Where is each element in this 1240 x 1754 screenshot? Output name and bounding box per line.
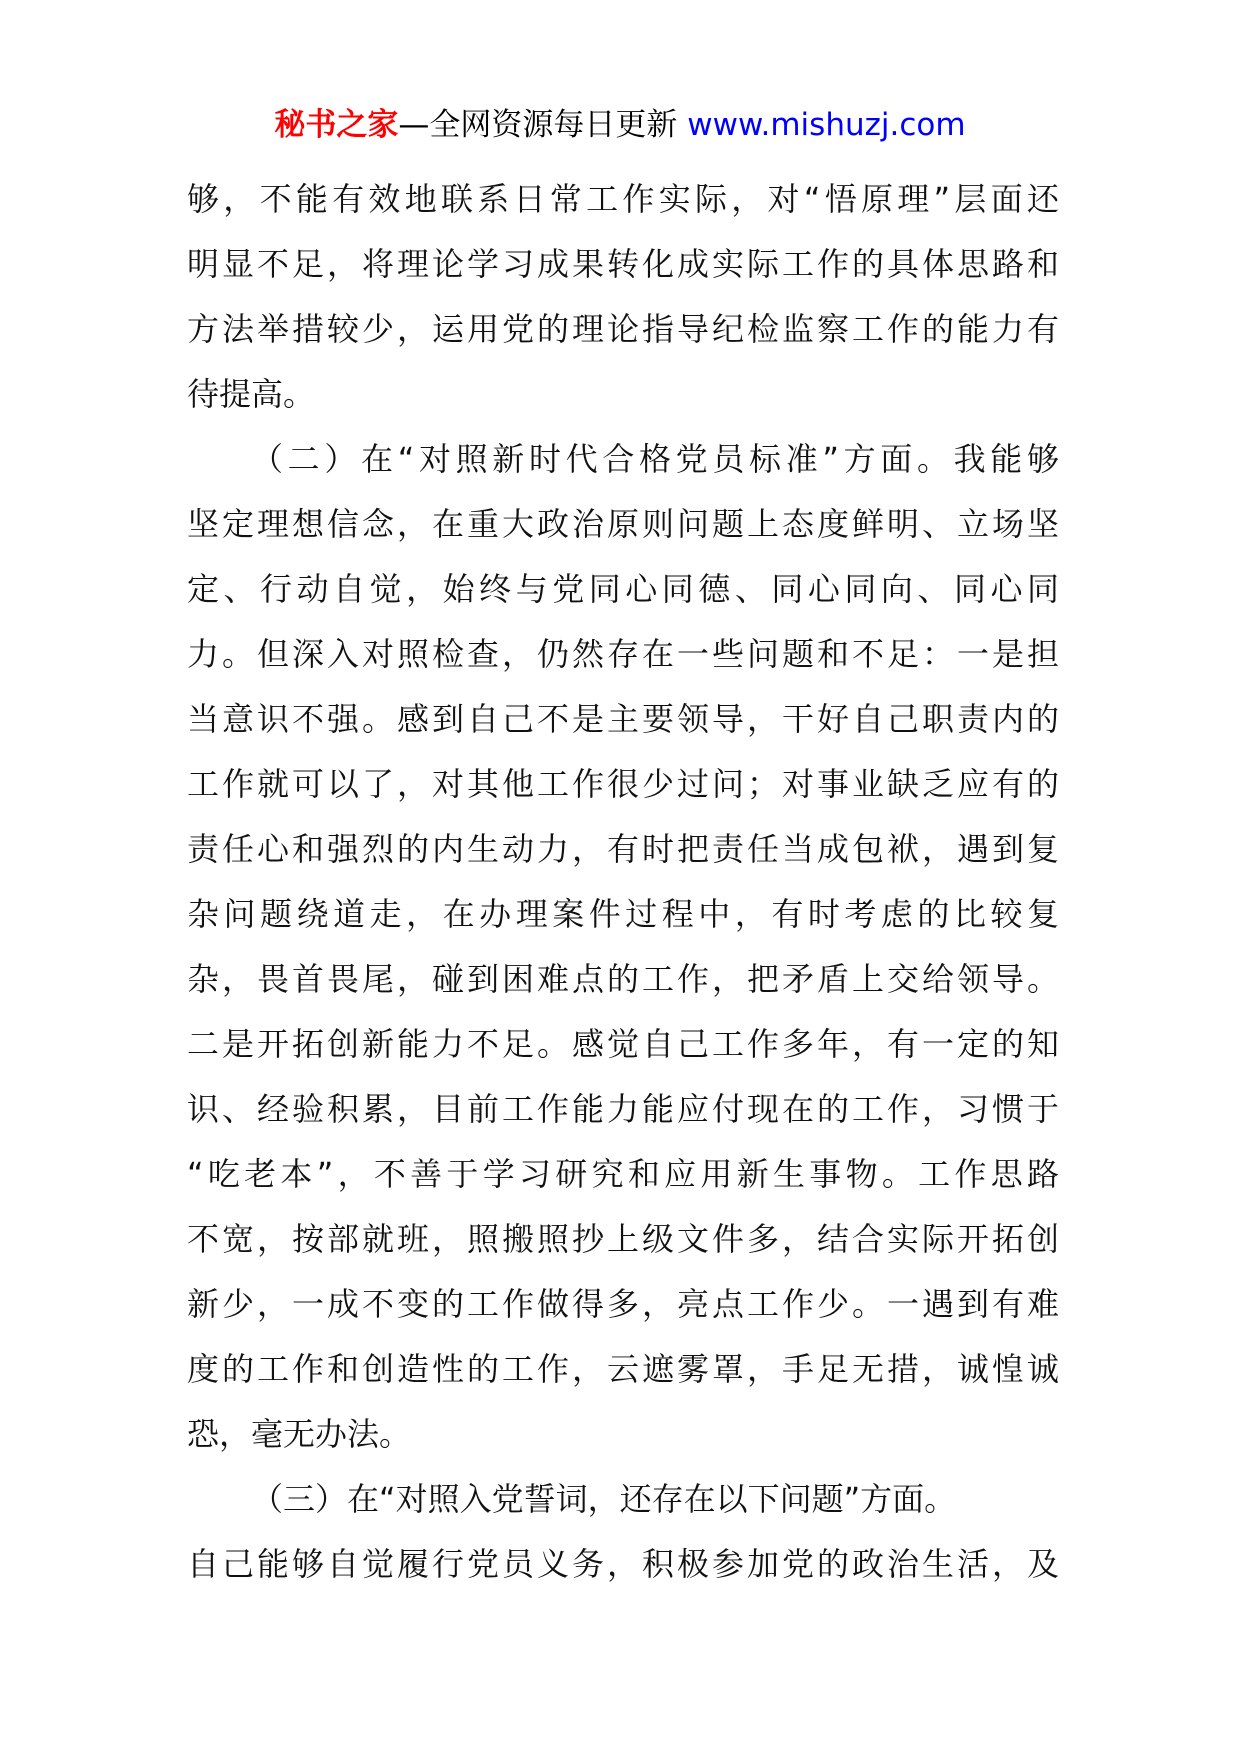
- text-line: 度的工作和创造性的工作，云遮雾罩，手足无措，诚惶诚: [187, 1350, 1059, 1388]
- text-line: 恐，毫无办法。: [187, 1415, 412, 1453]
- text-line: 方法举措较少，运用党的理论指导纪检监察工作的能力有: [187, 310, 1059, 348]
- text-line: （二）在“对照新时代合格党员标准”方面。我能够: [251, 440, 1059, 478]
- text-line: 力。但深入对照检查，仍然存在一些问题和不足：一是担: [187, 635, 1059, 673]
- text-line: 明显不足，将理论学习成果转化成实际工作的具体思路和: [187, 245, 1059, 283]
- header-brand: 秘书之家: [274, 107, 399, 143]
- document-body: [187, 167, 1059, 1597]
- text-line: 坚定理想信念，在重大政治原则问题上态度鲜明、立场坚: [187, 505, 1059, 543]
- text-line: （三）在“对照入党誓词，还存在以下问题”方面。: [251, 1480, 957, 1518]
- text-line: 新少，一成不变的工作做得多，亮点工作少。一遇到有难: [187, 1285, 1059, 1323]
- header-url-link[interactable]: www.mishuzj.com: [687, 107, 966, 143]
- text-line: 责任心和强烈的内生动力，有时把责任当成包袱，遇到复: [187, 830, 1059, 868]
- text-line: 够，不能有效地联系日常工作实际，对“悟原理”层面还: [187, 180, 1059, 218]
- text-line: 识、经验积累，目前工作能力能应付现在的工作，习惯于: [187, 1090, 1059, 1128]
- text-line: 自己能够自觉履行党员义务，积极参加党的政治生活，及: [187, 1545, 1059, 1583]
- text-line: 二是开拓创新能力不足。感觉自己工作多年，有一定的知: [187, 1025, 1059, 1063]
- text-line: “吃老本”，不善于学习研究和应用新生事物。工作思路: [187, 1155, 1059, 1193]
- text-line: 杂，畏首畏尾，碰到困难点的工作，把矛盾上交给领导。: [187, 960, 1059, 998]
- text-line: 工作就可以了，对其他工作很少过问；对事业缺乏应有的: [187, 765, 1059, 803]
- page-header: [0, 103, 1240, 147]
- text-line: 不宽，按部就班，照搬照抄上级文件多，结合实际开拓创: [187, 1220, 1059, 1258]
- header-slogan: —全网资源每日更新: [398, 107, 678, 143]
- text-line: 定、行动自觉，始终与党同心同德、同心同向、同心同: [187, 570, 1059, 608]
- text-line: 当意识不强。感到自己不是主要领导，干好自己职责内的: [187, 700, 1059, 738]
- text-line: 待提高。: [187, 375, 316, 413]
- text-line: 杂问题绕道走，在办理案件过程中，有时考虑的比较复: [187, 895, 1059, 933]
